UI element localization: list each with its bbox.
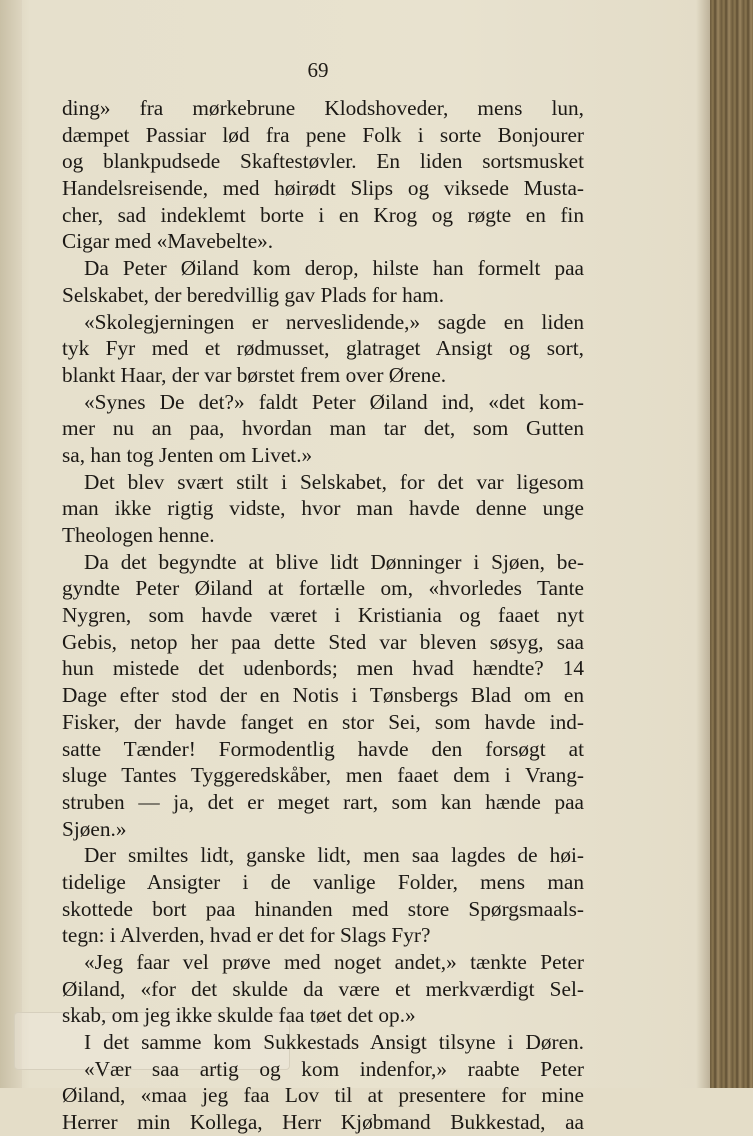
text-line: «Jeg faar vel prøve med noget andet,» tænkte Peter xyxy=(84,950,584,974)
text-line: «Skolegjerningen er nerveslidende,» sagde en liden xyxy=(84,309,584,334)
text-line: dæmpet Passiar lød fra pene Folk i sorte Bonjourer xyxy=(62,122,584,147)
text-line: blankt Haar, der var børstet frem over Ørene. xyxy=(62,362,447,387)
text-line: Selskabet, der beredvillig gav Plads for ham. xyxy=(62,282,445,307)
spine-shadow xyxy=(696,0,710,1088)
text-line: struben — ja, det er meget rart, som kan hænde paa xyxy=(62,789,584,814)
text-line: Cigar med «Mavebelte». xyxy=(62,229,274,254)
text-line: «Vær saa artig og kom indenfor,» raabte Peter xyxy=(84,1056,584,1081)
page-left-edge xyxy=(0,0,22,1088)
text-line: Øiland, «for det skulde da være et merkværdigt Sel- xyxy=(62,976,584,1001)
text-line: og blankpudsede Skaftestøvler. En liden sortsmusket xyxy=(62,149,584,174)
text-line: Der smiltes lidt, ganske lidt, men saa lagdes de høi- xyxy=(84,843,584,868)
book-spine xyxy=(710,0,753,1088)
text-line: tidelige Ansigter i de vanlige Folder, mens man xyxy=(62,869,584,894)
text-line: tegn: i Alverden, hvad er det for Slags Fyr? xyxy=(62,923,431,948)
text-line: Theologen henne. xyxy=(62,523,215,547)
text-line: Dage efter stod der en Notis i Tønsbergs Blad om en xyxy=(62,683,584,708)
text-line: Herrer min Kollega, Herr Kjøbmand Bukkestad, aa xyxy=(62,1110,584,1135)
text-line: Da det begyndte at blive lidt Dønninger i Sjøen, be- xyxy=(84,549,584,574)
text-line: hun mistede det udenbords; men hvad hændte? 14 xyxy=(62,656,584,681)
text-line: skab, om jeg ikke skulde faa tøet det op.» xyxy=(62,1003,416,1028)
text-line: gyndte Peter Øiland at fortælle om, «hvorledes Tante xyxy=(62,576,584,601)
text-line: Fisker, der havde fanget en stor Sei, som havde ind- xyxy=(62,709,584,734)
body-text xyxy=(62,95,584,1136)
text-line: Det blev svært stilt i Selskabet, for det var ligesom xyxy=(84,469,584,494)
text-line: mer nu an paa, hvordan man tar det, som Gutten xyxy=(62,416,584,441)
text-line: Gebis, netop her paa dette Sted var bleven søsyg, saa xyxy=(62,629,584,654)
text-line: tyk Fyr med et rødmusset, glatraget Ansigt og sort, xyxy=(62,336,584,361)
text-line: I det samme kom Sukkestads Ansigt tilsyne i Døren. xyxy=(84,1030,584,1055)
text-line: Øiland, «maa jeg faa Lov til at presentere for mine xyxy=(62,1083,584,1108)
text-line: cher, sad indeklemt borte i en Krog og røgte en fin xyxy=(62,202,584,227)
text-line: Da Peter Øiland kom derop, hilste han formelt paa xyxy=(84,256,584,281)
text-line: Sjøen.» xyxy=(62,816,127,841)
text-line: sluge Tantes Tyggeredskåber, men faaet dem i Vrang- xyxy=(62,763,584,788)
text-line: ding» fra mørkebrune Klodshoveder, mens lun, xyxy=(62,96,584,120)
text-line: sa, han tog Jenten om Livet.» xyxy=(62,442,313,467)
text-line: «Synes De det?» faldt Peter Øiland ind, «det kom- xyxy=(84,389,584,414)
text-line: satte Tænder! Formodentlig havde den forsøgt at xyxy=(62,736,584,761)
text-line: skottede bort paa hinanden med store Spørgsmaals- xyxy=(62,896,584,921)
text-line: Handelsreisende, med høirødt Slips og viksede Musta- xyxy=(62,176,584,201)
page-number: 69 xyxy=(307,58,329,82)
text-line: man ikke rigtig vidste, hvor man havde denne unge xyxy=(62,496,584,521)
text-line: Nygren, som havde været i Kristiania og faaet nyt xyxy=(62,603,584,628)
